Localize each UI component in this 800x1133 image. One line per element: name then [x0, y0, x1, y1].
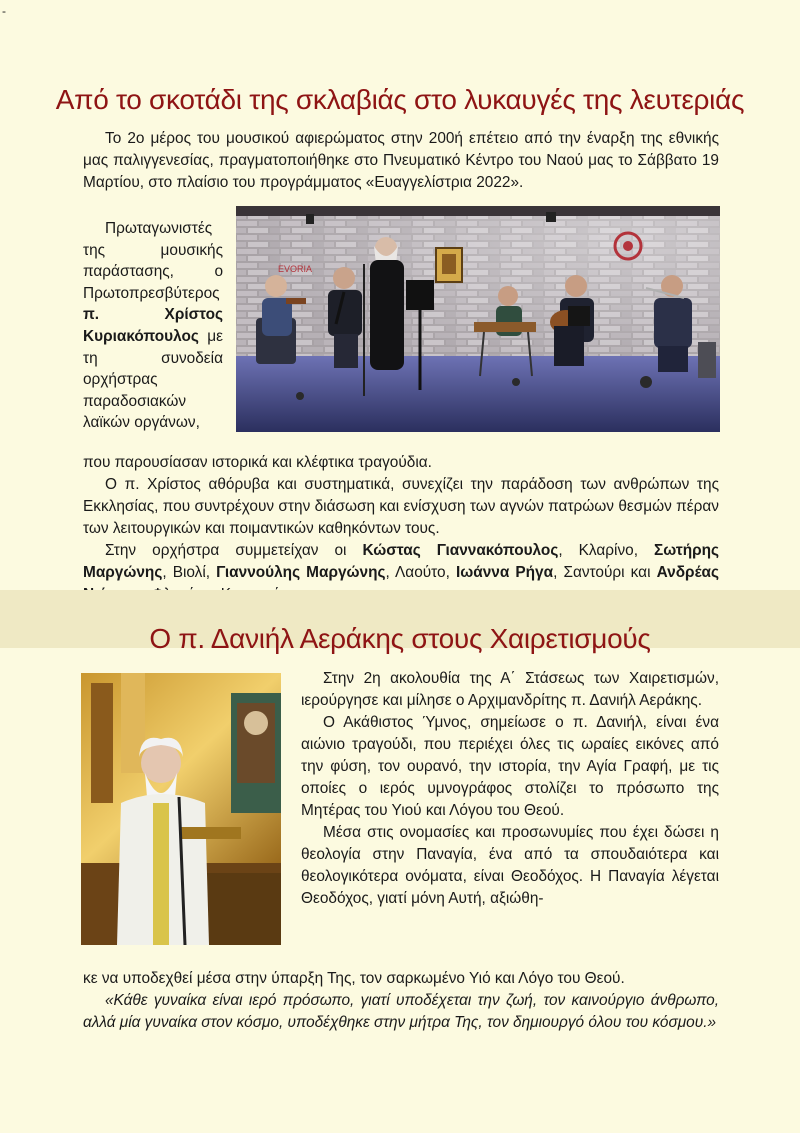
article2-quote-block [83, 990, 719, 1034]
musician-4: Ιωάννα Ρήγα [455, 564, 554, 581]
priest-photo [81, 673, 281, 945]
musician-1: Κώστας Γιαννακόπουλος [362, 542, 559, 559]
article2-p2: Ο Ακάθιστος Ύμνος, σημείωσε ο π. Δανιήλ, είναι ένα αιώνιο τραγούδι, που περιέχει όλες τις ωραίες εικόνες από την φύση, τον ουρανό, την ιστορία, την Αγία Γραφή, με τις οποίες ο ιερός υμνογράφος στολίζει το πρόσωπο της Μητέρας του Υιού και Λόγου του Θεού. [301, 714, 719, 819]
article1-intro [83, 128, 719, 194]
article1-title: Από το σκοτάδι της σκλαβιάς στο λυκαυγές της λευτεριάς [55, 84, 745, 115]
priest-name: π. Χρίστος Κυριακόπουλος [83, 306, 223, 345]
article2-p3: Μέσα στις ονομασίες και προσωνυμίες που έχει δώσει η θεολογία στην Παναγία, ένα από τα σπουδαιότερα και θεολογικότερα ονόματα, είναι Θεοδόχος. Η Παναγία λέγεται Θεοδόχος, γιατί μόνη Αυτή, αξιώθη- [301, 824, 719, 907]
article2-intro [301, 668, 719, 910]
article1-side-text-2: με τη συνοδεία ορχήστρας παραδοσιακών λαϊκών οργάνων, [83, 327, 223, 432]
wall-sign-text: EVORIA [278, 264, 313, 274]
crop-mark-top: - [2, 4, 6, 18]
article1-body [83, 474, 719, 606]
article1-side-text-1: Πρωταγωνιστές της μουσικής παράστασης, ο Πρωτοπρεσβύτερος [83, 220, 223, 302]
musician-5: Ανδρέας [656, 564, 719, 581]
priest-photo-image [81, 673, 281, 945]
article1-after-photo: που παρουσίασαν ιστορικά και κλέφτικα τραγούδια. [83, 454, 432, 471]
article2-p3-end: κε να υποδεχθεί μέσα στην ύπαρξη Της, τον σαρκωμένο Υιό και Λόγο του Θεού. [83, 970, 625, 987]
article1-intro-text: Το 2ο μέρος του μουσικού αφιερώματος στην 200ή επέτειο από την έναρξη της εθνικής μας παλιγγενεσίας, πραγματοποιήθηκε στο Πνευματικό Κέντρο του Ναού μας το Σάββατο 19 Μαρτίου, στο πλαίσιο του προγράμματος «Ευαγγελίστρια 2022». [83, 130, 719, 191]
concert-photo-image [236, 206, 720, 432]
musician-2: Σωτήρης Μαργώνης [83, 542, 720, 581]
article1-para2: Ο π. Χρίστος αθόρυβα και συστηματικά, συνεχίζει την παράδοση των ανθρώπων της Εκκλησίας, που συντρέχουν στην διάσωση και ενίσχυση των αγνών πατρώων θεσμών πέραν των λειτουργικών και ποιμαντικών καθηκόντων τους. [83, 476, 719, 537]
concert-photo [236, 206, 720, 432]
article2-quote: «Κάθε γυναίκα είναι ιερό πρόσωπο, γιατί υποδέχεται την ζωή, τον καινούργιο άνθρωπο, αλλά μία γυναίκα στον κόσμο, υποδέχθηκε στην μήτρα Της, τον δημιουργό όλου του κόσμου.» [83, 992, 719, 1031]
article1-para3: Στην ορχήστρα συμμετείχαν οι Κώστας Γιαννακόπουλος, Κλαρίνο, Σωτήρης Μαργώνης, Βιολί, Γιαννούλης Μαργώνης, Λαούτο, Ιωάννα Ρήγα, Σαντούρι και Ανδρέας [83, 540, 719, 606]
article2-title: Ο π. Δανιήλ Αεράκης στους Χαιρετισμούς [149, 623, 651, 654]
article2-p1: Στην 2η ακολουθία της Α΄ Στάσεως των Χαιρετισμών, ιερούργησε και μίλησε ο Αρχιμανδρίτης π. Δανιήλ Αεράκης. [301, 670, 719, 709]
musician-3: Γιαννούλης Μαργώνης [216, 564, 386, 581]
article1-side-column [83, 218, 223, 434]
